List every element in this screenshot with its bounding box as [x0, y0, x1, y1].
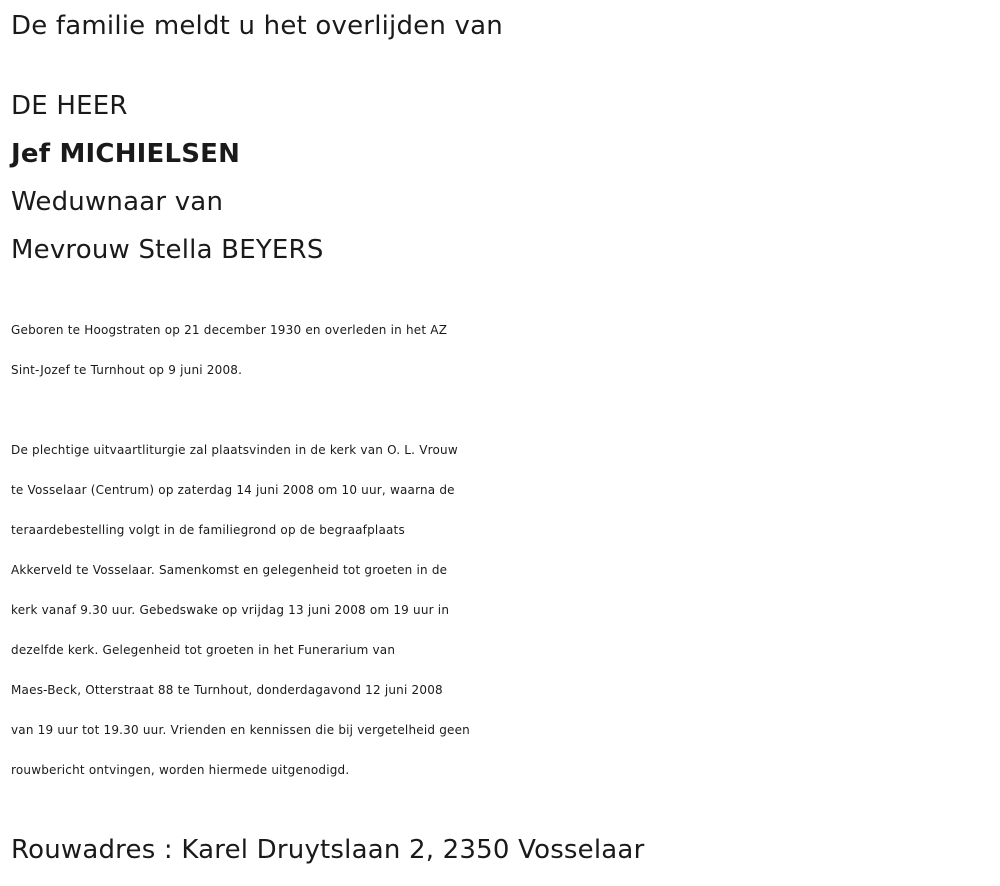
spouse-name: Mevrouw Stella BEYERS: [11, 235, 324, 265]
paragraph-line: Sint-Jozef te Turnhout op 9 juni 2008.: [11, 363, 243, 377]
honorific-title: DE HEER: [11, 91, 128, 121]
paragraph-line: van 19 uur tot 19.30 uur. Vrienden en kennissen die bij vergetelheid geen: [11, 723, 470, 737]
paragraph-line: Geboren te Hoogstraten op 21 december 1930 en overleden in het AZ: [11, 323, 448, 337]
paragraph-line: rouwbericht ontvingen, worden hiermede uitgenodigd.: [11, 763, 350, 777]
relation-text: Weduwnaar van: [11, 187, 224, 217]
funeral-paragraph: [11, 430, 991, 790]
intro-text: De familie meldt u het overlijden van: [11, 11, 503, 41]
paragraph-line: De plechtige uitvaartliturgie zal plaatsvinden in de kerk van O. L. Vrouw: [11, 443, 458, 457]
paragraph-line: te Vosselaar (Centrum) op zaterdag 14 juni 2008 om 10 uur, waarna de: [11, 483, 455, 497]
mourning-address: Rouwadres : Karel Druytslaan 2, 2350 Vosselaar: [11, 835, 645, 865]
paragraph-line: kerk vanaf 9.30 uur. Gebedswake op vrijdag 13 juni 2008 om 19 uur in: [11, 603, 450, 617]
paragraph-line: teraardebestelling volgt in de familiegrond op de begraafplaats: [11, 523, 405, 537]
paragraph-line: dezelfde kerk. Gelegenheid tot groeten in het Funerarium van: [11, 643, 396, 657]
paragraph-line: Maes-Beck, Otterstraat 88 te Turnhout, donderdagavond 12 juni 2008: [11, 683, 443, 697]
birth-death-paragraph: [11, 310, 991, 390]
deceased-name: Jef MICHIELSEN: [11, 139, 241, 169]
paragraph-line: Akkerveld te Vosselaar. Samenkomst en gelegenheid tot groeten in de: [11, 563, 448, 577]
